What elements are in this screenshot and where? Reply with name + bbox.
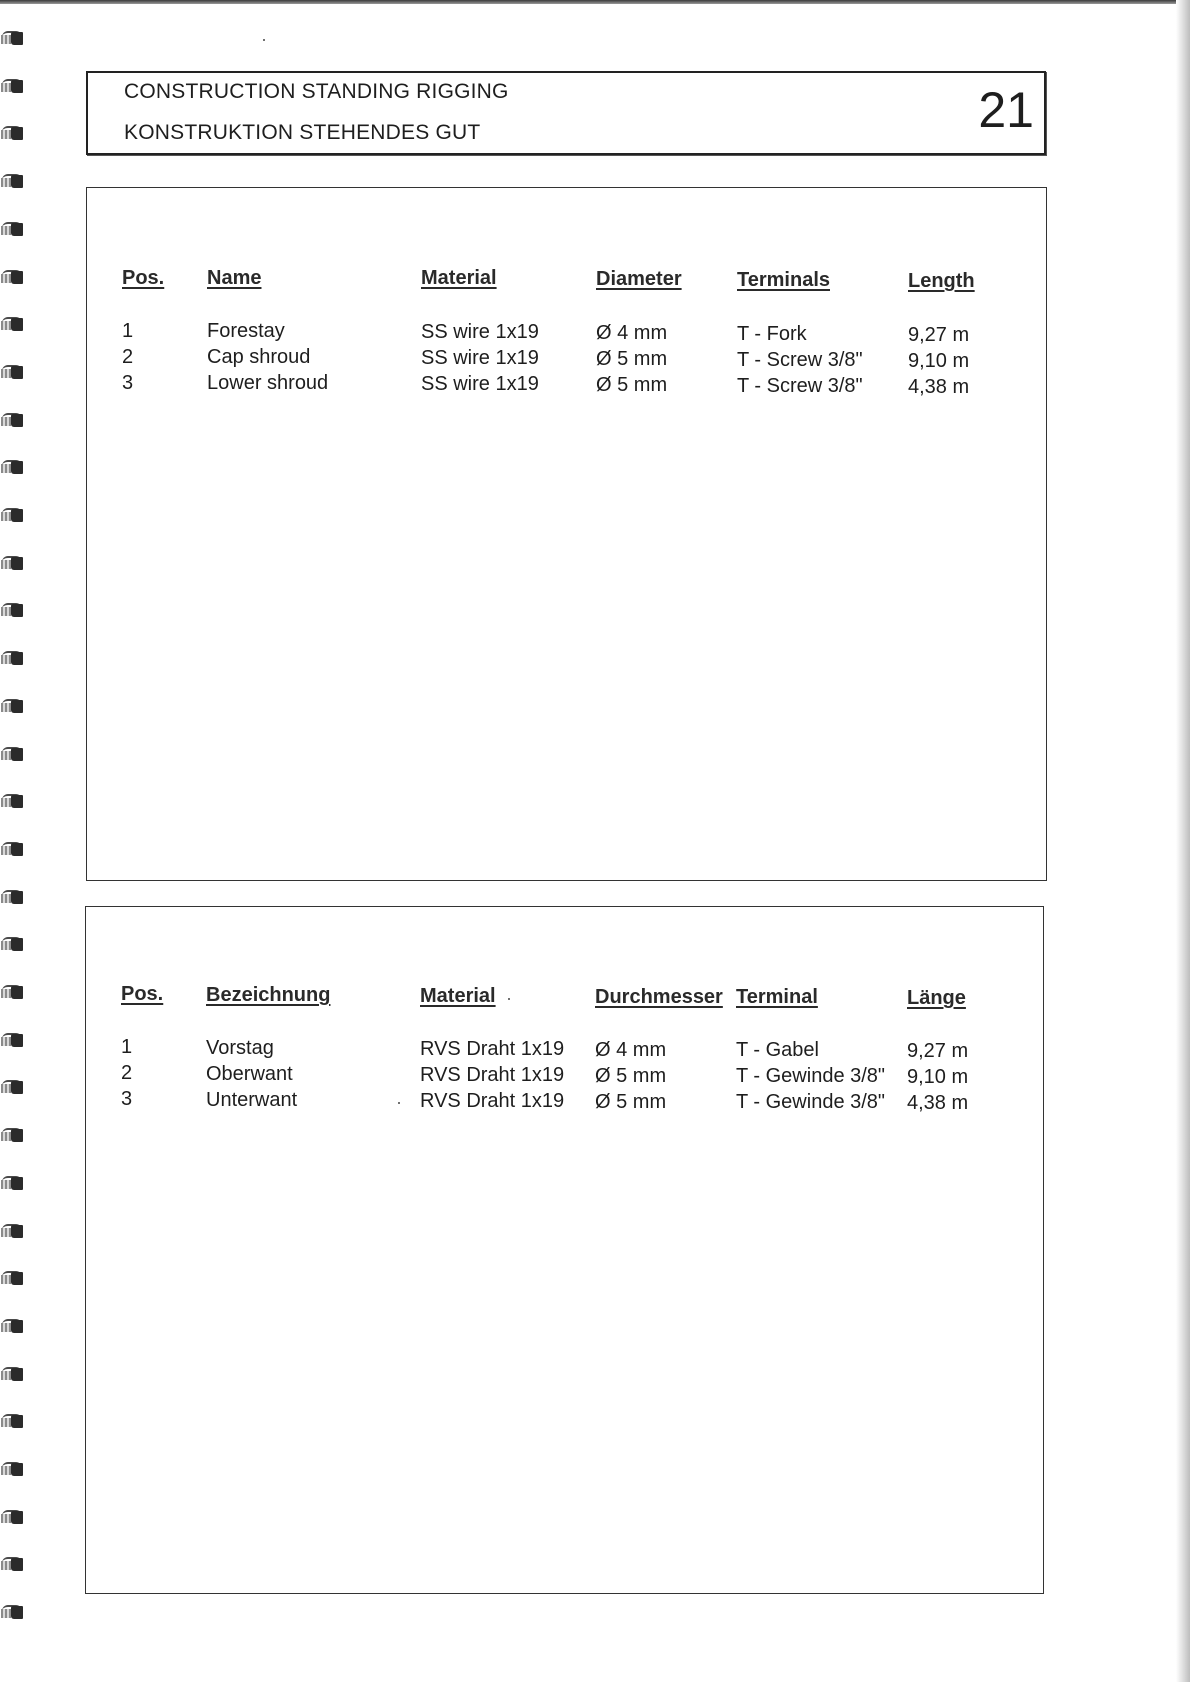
table-cell-length: 9,10 m xyxy=(907,1066,969,1088)
title-english: CONSTRUCTION STANDING RIGGING xyxy=(124,80,509,103)
column-header-durchmesser: Durchmesser xyxy=(595,986,723,1008)
binding-ring xyxy=(0,1079,24,1096)
column-header-terminal: Terminal xyxy=(736,986,818,1008)
binding-ring xyxy=(0,412,24,429)
table-cell-material: SS wire 1x19 xyxy=(421,373,539,395)
binding-ring xyxy=(0,698,24,715)
binding-ring xyxy=(0,936,24,953)
column-header-material: Material xyxy=(420,985,496,1007)
binding-ring xyxy=(0,984,24,1001)
table-cell-terminal: T - Gabel xyxy=(736,1039,819,1061)
binding-ring xyxy=(0,1556,24,1573)
table-cell-diameter: Ø 5 mm xyxy=(595,1065,667,1087)
table-cell-name: Vorstag xyxy=(206,1037,274,1059)
column-header-bezeichnung: Bezeichnung xyxy=(206,984,331,1006)
table-cell-name: Forestay xyxy=(207,320,285,342)
column-header-length: Length xyxy=(908,270,975,292)
spiral-binding xyxy=(0,30,26,1670)
table-cell-material: RVS Draht 1x19 xyxy=(420,1090,565,1112)
table-cell-diameter: Ø 4 mm xyxy=(595,1039,667,1061)
table-cell-name: Lower shroud xyxy=(207,372,329,394)
table-cell-terminal: T - Screw 3/8" xyxy=(737,375,863,397)
binding-ring xyxy=(0,1223,24,1240)
table-cell-material: RVS Draht 1x19 xyxy=(420,1064,565,1086)
binding-ring xyxy=(0,650,24,667)
scan-speck xyxy=(398,1102,400,1104)
table-cell-material: SS wire 1x19 xyxy=(421,321,539,343)
column-header-laenge: Länge xyxy=(907,987,966,1009)
binding-ring xyxy=(0,1413,24,1430)
page-curl-edge xyxy=(1176,0,1190,1682)
binding-ring xyxy=(0,125,24,142)
binding-ring xyxy=(0,78,24,95)
binding-ring xyxy=(0,602,24,619)
table-cell-terminal: T - Gewinde 3/8" xyxy=(736,1065,886,1087)
page-header xyxy=(86,71,1046,155)
table-cell-terminal: T - Screw 3/8" xyxy=(737,349,863,371)
table-cell-name: Unterwant xyxy=(206,1089,298,1111)
binding-ring xyxy=(0,364,24,381)
column-header-terminals: Terminals xyxy=(737,269,830,291)
binding-ring xyxy=(0,173,24,190)
table-cell-pos: 2 xyxy=(121,1062,133,1084)
page-number: 21 xyxy=(978,82,1034,138)
binding-ring xyxy=(0,1270,24,1287)
scan-speck xyxy=(508,998,510,1000)
binding-ring xyxy=(0,1604,24,1621)
binding-ring xyxy=(0,1127,24,1144)
table-cell-diameter: Ø 4 mm xyxy=(596,322,668,344)
column-header-pos: Pos. xyxy=(122,267,165,289)
binding-ring xyxy=(0,507,24,524)
scan-speck xyxy=(263,39,265,41)
binding-ring xyxy=(0,841,24,858)
binding-ring xyxy=(0,459,24,476)
binding-ring xyxy=(0,746,24,763)
binding-ring xyxy=(0,1175,24,1192)
binding-ring xyxy=(0,889,24,906)
rigging-table-german xyxy=(85,906,1044,1594)
title-german: KONSTRUKTION STEHENDES GUT xyxy=(124,121,481,144)
binding-ring xyxy=(0,1366,24,1383)
table-cell-length: 4,38 m xyxy=(907,1092,969,1114)
table-cell-name: Oberwant xyxy=(206,1063,293,1085)
binding-ring xyxy=(0,1461,24,1478)
column-header-material: Material xyxy=(421,267,497,289)
table-cell-length: 9,27 m xyxy=(907,1040,969,1062)
binding-ring xyxy=(0,30,24,47)
binding-ring xyxy=(0,1509,24,1526)
scan-top-edge xyxy=(0,0,1190,4)
table-cell-diameter: Ø 5 mm xyxy=(596,348,668,370)
table-cell-length: 9,10 m xyxy=(908,350,970,372)
table-cell-length: 9,27 m xyxy=(908,324,970,346)
table-cell-pos: 3 xyxy=(122,372,134,394)
column-header-pos: Pos. xyxy=(121,983,164,1005)
column-header-diameter: Diameter xyxy=(596,268,682,290)
binding-ring xyxy=(0,221,24,238)
table-cell-pos: 1 xyxy=(121,1036,133,1058)
table-cell-material: SS wire 1x19 xyxy=(421,347,539,369)
binding-ring xyxy=(0,1318,24,1335)
binding-ring xyxy=(0,269,24,286)
table-cell-material: RVS Draht 1x19 xyxy=(420,1038,565,1060)
column-header-name: Name xyxy=(207,267,262,289)
rigging-table-english xyxy=(86,187,1047,881)
binding-ring xyxy=(0,555,24,572)
table-cell-name: Cap shroud xyxy=(207,346,311,368)
table-cell-terminal: T - Gewinde 3/8" xyxy=(736,1091,886,1113)
binding-ring xyxy=(0,316,24,333)
table-cell-terminal: T - Fork xyxy=(737,323,807,345)
table-cell-diameter: Ø 5 mm xyxy=(596,374,668,396)
binding-ring xyxy=(0,793,24,810)
binding-ring xyxy=(0,1032,24,1049)
table-cell-pos: 1 xyxy=(122,320,134,342)
table-cell-pos: 2 xyxy=(122,346,134,368)
table-cell-length: 4,38 m xyxy=(908,376,970,398)
table-cell-diameter: Ø 5 mm xyxy=(595,1091,667,1113)
table-cell-pos: 3 xyxy=(121,1088,133,1110)
